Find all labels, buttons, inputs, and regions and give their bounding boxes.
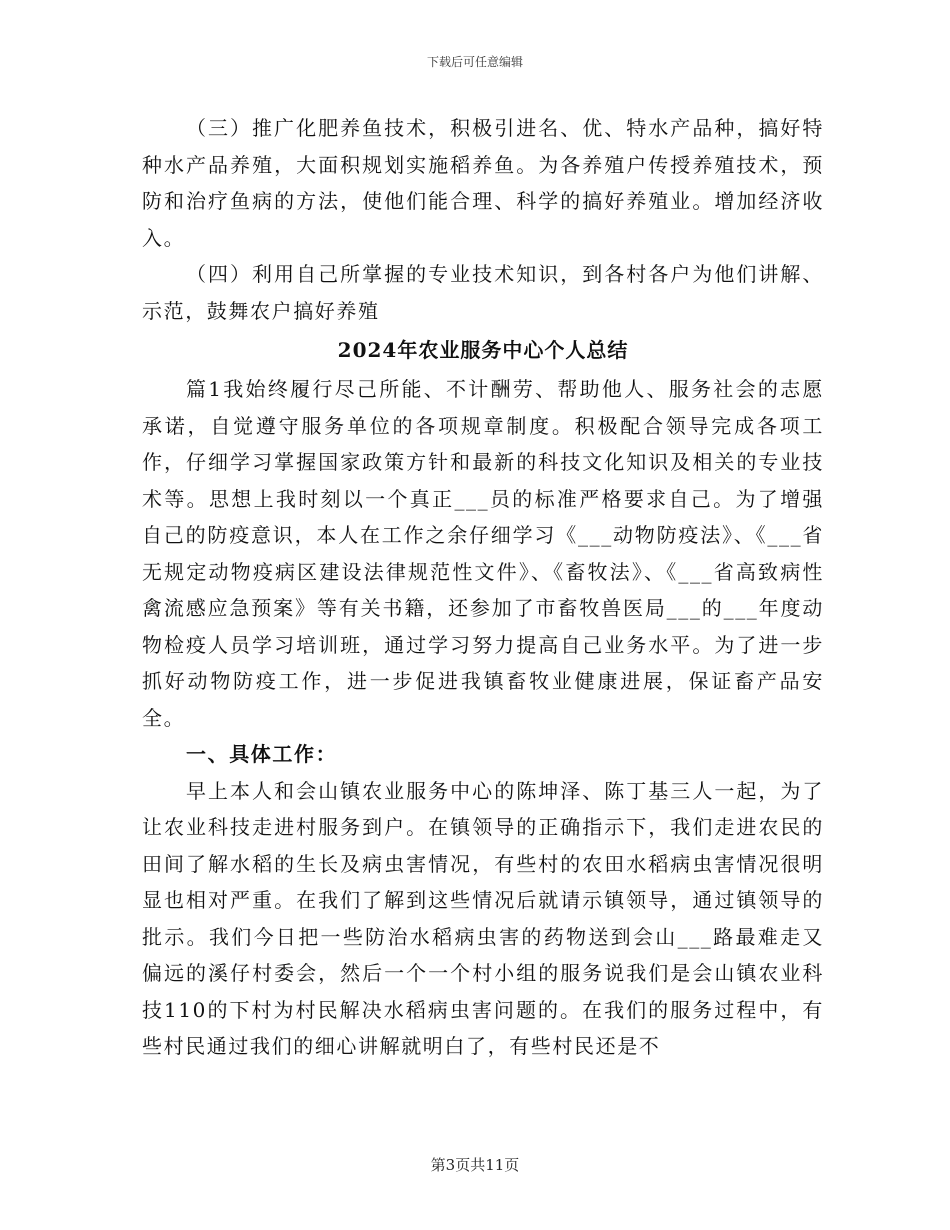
page-number: 第3页共11页 [430,1156,520,1174]
paragraph-commitment: 篇1我始终履行尽己所能、不计酬劳、帮助他人、服务社会的志愿承诺，自觉遵守服务单位的各项规章制度。积极配合领导完成各项工作，仔细学习掌握国家政策方针和最新的科技文化知识及相关的专业技术等。思想上我时刻以一个真正___员的标准严格要求自己。为了增强自己的防疫意识，本人在工作之余仔细学习《___动物防疫法》、《___省无规定动物疫病区建设法律规范性文件》、《畜牧法》、《___省高致病性禽流感应急预案》等有关书籍，还参加了市畜牧兽医局___的___年度动物检疫人员学习培训班，通过学习努力提高自己业务水平。为了进一步抓好动物防疫工作，进一步促进我镇畜牧业健康进展，保证畜产品安全。 [142,377,824,730]
paragraph-fish-farming: （三）推广化肥养鱼技术，积极引进名、优、特水产品种，搞好特种水产品养殖，大面积规划实施稻养鱼。为各养殖户传授养殖技术，预防和治疗鱼病的方法，使他们能合理、科学的搞好养殖业。增加经济收入。 [142,116,824,250]
section-heading-specific-work: 一、具体工作： [186,742,338,766]
document-title: 2024年农业服务中心个人总结 [337,338,629,362]
paragraph-field-work: 早上本人和会山镇农业服务中心的陈坤泽、陈丁基三人一起，为了让农业科技走进村服务到户。在镇领导的正确指示下，我们走进农民的田间了解水稻的生长及病虫害情况，有些村的农田水稻病虫害情况很明显也相对严重。在我们了解到这些情况后就请示镇领导，通过镇领导的批示。我们今日把一些防治水稻病虫害的药物送到会山___路最难走又偏远的溪仔村委会，然后一个一个村小组的服务说我们是会山镇农业科技110的下村为村民解决水稻病虫害问题的。在我们的服务过程中，有些村民通过我们的细心讲解就明白了，有些村民还是不 [142,778,824,1058]
page-header: 下载后可任意编辑 [426,55,523,69]
paragraph-technical-guidance: （四）利用自己所掌握的专业技术知识，到各村各户为他们讲解、示范，鼓舞农户搞好养殖 [142,262,824,323]
document-body [142,110,824,1065]
